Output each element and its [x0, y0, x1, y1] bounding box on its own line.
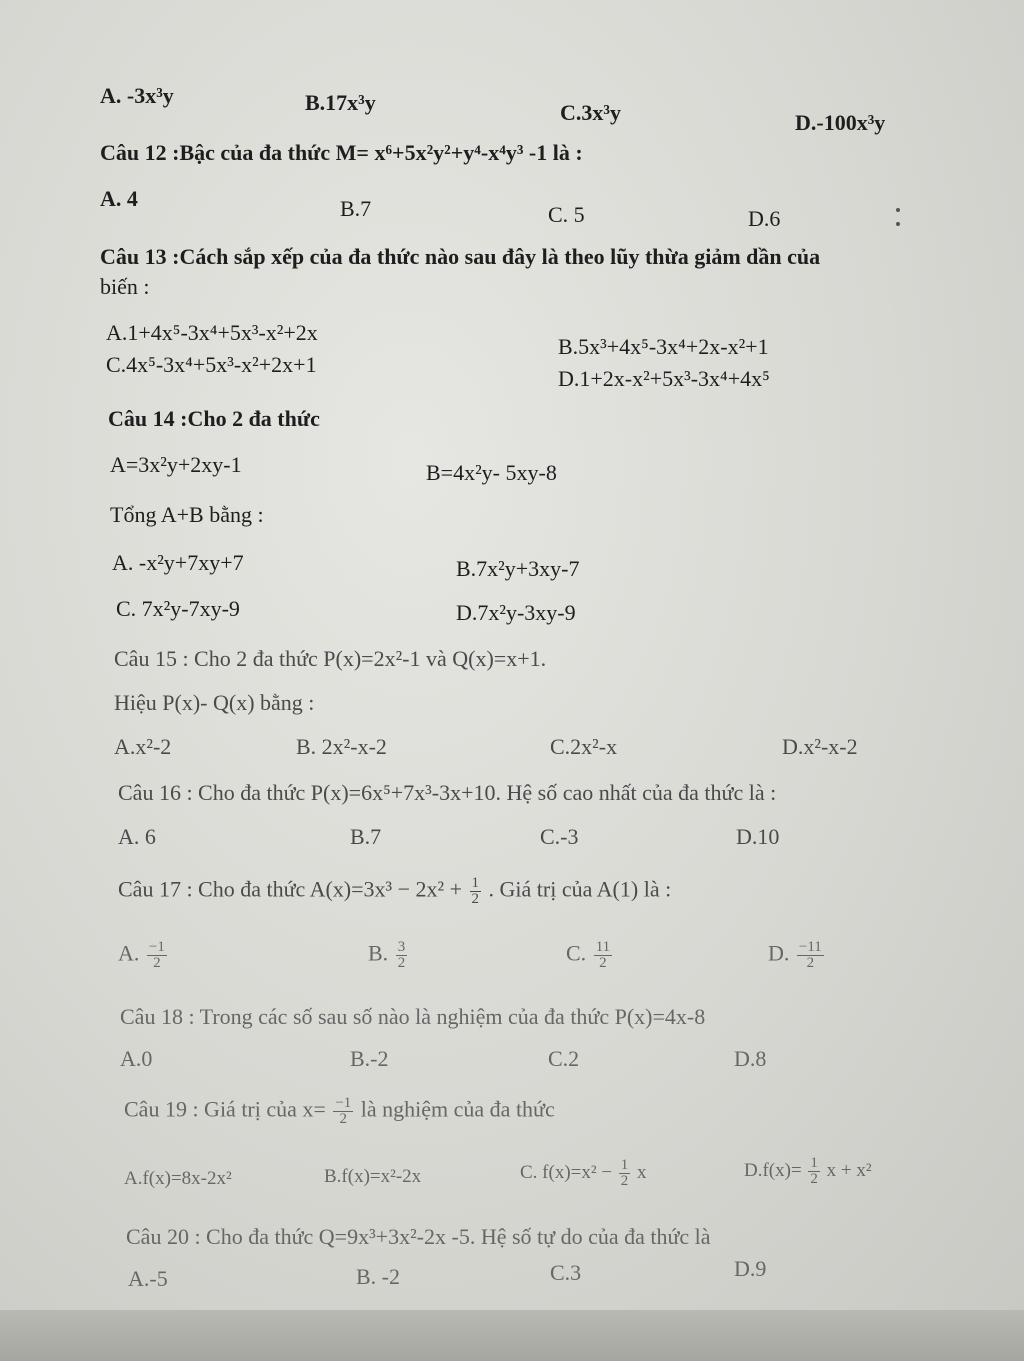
q14-prompt: Tổng A+B bằng : [110, 502, 264, 527]
q17-option-b [368, 940, 409, 971]
option-label: C. [566, 940, 587, 966]
q17-title-tail: . Giá trị của A(1) là : [488, 876, 672, 902]
q16-option-c: C.-3 [540, 824, 579, 849]
fraction-denominator: 2 [153, 955, 161, 971]
q18-option-a: A.0 [120, 1046, 153, 1071]
fraction-numerator: 3 [397, 939, 406, 955]
q14-option-a: A. -x²y+7xy+7 [112, 550, 244, 575]
fraction-denominator: 2 [810, 1171, 818, 1187]
q20-option-a: A.-5 [128, 1266, 168, 1291]
q17-option-a [118, 940, 169, 971]
q13-option-d: D.1+2x-x²+5x³-3x⁴+4x⁵ [558, 366, 770, 391]
option-fraction [396, 940, 408, 971]
q12-option-d: D.6 [748, 206, 781, 231]
option-fraction [619, 1158, 631, 1189]
option-label: D. [768, 940, 790, 966]
q14-option-b: B.7x²y+3xy-7 [456, 556, 580, 581]
q12-option-a: A. 4 [100, 186, 138, 211]
q19-title-tail: là nghiệm của đa thức [360, 1096, 555, 1122]
fraction-numerator: −1 [148, 939, 165, 955]
q19-title-text: Câu 19 : Giá trị của x= [124, 1096, 326, 1122]
q18-option-d: D.8 [734, 1046, 767, 1071]
option-fraction [808, 1156, 820, 1187]
fraction-numerator: −11 [798, 939, 822, 955]
q20-option-b: B. -2 [356, 1264, 400, 1289]
q13-title-line2: biến : [100, 274, 150, 299]
option-label: A. [118, 940, 140, 966]
q11-option-d: D.-100x³y [795, 110, 886, 135]
option-text: D.f(x)= [744, 1159, 802, 1181]
q17-title [118, 876, 671, 907]
q17-option-c [566, 940, 614, 971]
q11-option-b: B.17x³y [305, 90, 376, 115]
q20-title: Câu 20 : Cho đa thức Q=9x³+3x²-2x -5. Hệ số tự do của đa thức là [126, 1224, 711, 1249]
q11-option-c: C.3x³y [560, 100, 621, 125]
q12-option-b: B.7 [340, 196, 372, 221]
fraction-denominator: 2 [471, 891, 480, 907]
option-text-tail: x [637, 1161, 647, 1183]
option-fraction [147, 940, 167, 971]
fraction-denominator: 2 [397, 955, 406, 971]
q19-option-a: A.f(x)=8x-2x² [124, 1168, 232, 1189]
fraction-denominator: 2 [620, 1173, 629, 1189]
q15-option-c: C.2x²-x [550, 734, 618, 759]
q14-option-c: C. 7x²y-7xy-9 [116, 596, 240, 621]
q14-poly-a: A=3x²y+2xy-1 [110, 452, 242, 477]
fraction-numerator: 1 [620, 1157, 629, 1173]
q15-option-b: B. 2x²-x-2 [296, 734, 387, 759]
q19-option-c [520, 1158, 647, 1189]
option-label: B. [368, 940, 389, 966]
q19-fraction [333, 1096, 353, 1127]
q20-option-d: D.9 [734, 1256, 767, 1281]
q17-option-d [768, 940, 826, 971]
q19-title [124, 1096, 555, 1127]
q13-title-line1: Câu 13 :Cách sắp xếp của đa thức nào sau đây là theo lũy thừa giảm dần của [100, 244, 821, 269]
q14-poly-b: B=4x²y- 5xy-8 [426, 460, 557, 485]
q18-option-c: C.2 [548, 1046, 580, 1071]
fraction-numerator: 1 [471, 875, 480, 891]
q17-title-text: Câu 17 : Cho đa thức A(x)=3x³ − 2x² + [118, 876, 463, 902]
q17-fraction [470, 876, 482, 907]
q16-title: Câu 16 : Cho đa thức P(x)=6x⁵+7x³-3x+10. Hệ số cao nhất của đa thức là : [118, 780, 777, 805]
option-text-tail: x + x² [826, 1159, 872, 1181]
q15-option-d: D.x²-x-2 [782, 734, 858, 759]
q19-option-d [744, 1156, 872, 1187]
q20-option-c: C.3 [550, 1260, 582, 1285]
q13-option-a: A.1+4x⁵-3x⁴+5x³-x²+2x [106, 320, 318, 345]
q16-option-b: B.7 [350, 824, 382, 849]
q18-option-b: B.-2 [350, 1046, 389, 1071]
mark-dot [896, 208, 900, 212]
q13-option-c: C.4x⁵-3x⁴+5x³-x²+2x+1 [106, 352, 317, 377]
q15-option-a: A.x²-2 [114, 734, 172, 759]
fraction-denominator: 2 [339, 1111, 348, 1127]
fraction-numerator: 11 [595, 939, 611, 955]
q12-title: Câu 12 :Bậc của đa thức M= x⁶+5x²y²+y⁴-x⁴y³ -1 là : [100, 140, 583, 165]
fraction-denominator: 2 [806, 955, 815, 971]
q15-prompt: Hiệu P(x)- Q(x) bằng : [114, 690, 315, 715]
q11-option-a: A. -3x³y [100, 83, 174, 108]
q19-option-b: B.f(x)=x²-2x [324, 1166, 422, 1187]
q14-title: Câu 14 :Cho 2 đa thức [108, 406, 320, 431]
q14-option-d: D.7x²y-3xy-9 [456, 600, 576, 625]
q15-title: Câu 15 : Cho 2 đa thức P(x)=2x²-1 và Q(x)=x+1. [114, 646, 547, 671]
q12-option-c: C. 5 [548, 202, 585, 227]
fraction-numerator: −1 [335, 1095, 352, 1111]
option-fraction [594, 940, 612, 971]
q16-option-a: A. 6 [118, 824, 156, 849]
q16-option-d: D.10 [736, 824, 780, 849]
option-fraction [797, 940, 824, 971]
desk-surface [0, 1310, 1024, 1361]
q13-option-b: B.5x³+4x⁵-3x⁴+2x-x²+1 [558, 334, 769, 359]
mark-dot [896, 222, 900, 226]
fraction-numerator: 1 [810, 1155, 818, 1171]
option-text: C. f(x)=x² − [520, 1161, 613, 1183]
fraction-denominator: 2 [599, 955, 607, 971]
q18-title: Câu 18 : Trong các số sau số nào là nghiệm của đa thức P(x)=4x-8 [120, 1004, 706, 1029]
